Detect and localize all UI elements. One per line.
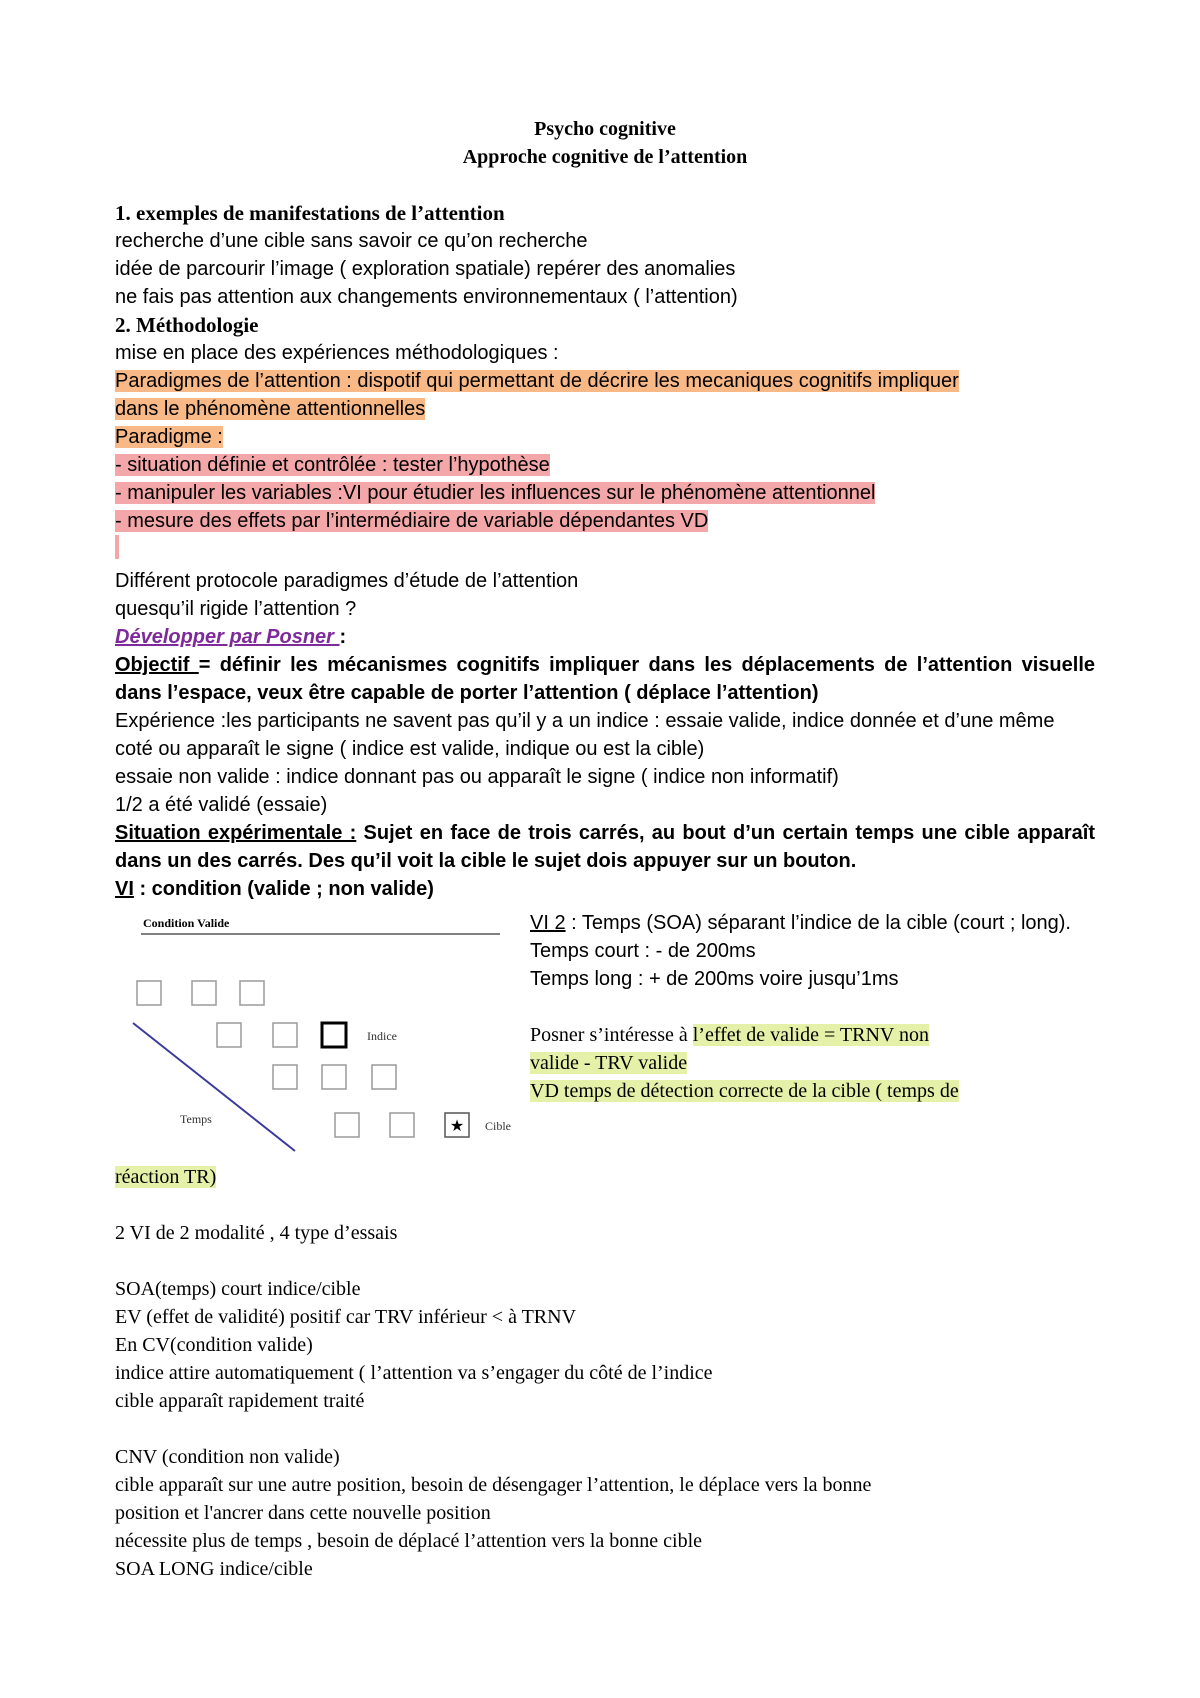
- posner-interest-highlight-2: valide - TRV valide: [530, 1052, 688, 1074]
- temps-court-line: Temps court : - de 200ms: [530, 940, 756, 962]
- posner-colon: :: [339, 626, 347, 648]
- vi-line: [115, 875, 1095, 903]
- time-arrow-line: [133, 1023, 295, 1151]
- paradigme-bullet-3: - mesure des effets par l’intermédiaire de variable dépendantes VD: [115, 510, 709, 532]
- cible-label: Cible: [485, 1119, 511, 1133]
- vd-line-2: réaction TR): [115, 1166, 217, 1188]
- posner-interest-pre: Posner s’intéresse à: [530, 1024, 693, 1046]
- posner-interest-highlight-1: l’effet de valide = TRNV non: [692, 1024, 929, 1046]
- non-valide-line: essaie non valide : indice donnant pas ou apparaît le signe ( indice non informatif): [115, 766, 839, 788]
- paradigmes-definition-line-1: Paradigmes de l’attention : dispotif qui permettant de décrire les mecaniques cognitifs impliquer: [115, 370, 959, 392]
- cible-traite-line: cible apparaît rapidement traité: [115, 1390, 365, 1412]
- vi-text: : condition (valide ; non valide): [133, 878, 434, 900]
- square: [192, 981, 216, 1005]
- cnv-explanation-line-2: position et l'ancrer dans cette nouvelle position: [115, 1502, 491, 1524]
- document-page: [115, 115, 1095, 1583]
- highlight-empty-line: [115, 535, 119, 559]
- square: [240, 981, 264, 1005]
- document-title: Psycho cognitive: [534, 118, 676, 140]
- cue-square: [322, 1023, 346, 1047]
- section-1-line-1: recherche d’une cible sans savoir ce qu’on recherche: [115, 230, 588, 252]
- modalites-line: 2 VI de 2 modalité , 4 type d’essais: [115, 1222, 398, 1244]
- section-1-heading: 1. exemples de manifestations de l’attention: [115, 201, 505, 225]
- square: [372, 1065, 396, 1089]
- objectif-label: Objectif: [115, 654, 199, 676]
- vi2-text: : Temps (SOA) séparant l’indice de la cible (court ; long).: [565, 912, 1071, 934]
- cnv-line: CNV (condition non valide): [115, 1446, 340, 1468]
- indice-attire-line: indice attire automatiquement ( l’attention va s’engager du côté de l’indice: [115, 1362, 713, 1384]
- section-1-line-2: idée de parcourir l’image ( exploration spatiale) repérer des anomalies: [115, 258, 736, 280]
- objectif-paragraph: [115, 651, 1095, 707]
- vd-line-1: VD temps de détection correcte de la cible ( temps de: [530, 1080, 959, 1102]
- star-icon: ★: [449, 1118, 465, 1135]
- section-2-heading: 2. Méthodologie: [115, 313, 259, 337]
- paradigmes-definition-line-2: dans le phénomène attentionnelles: [115, 398, 426, 420]
- square: [217, 1023, 241, 1047]
- vi2-label: VI 2: [530, 912, 566, 934]
- cnv-explanation-line-1: cible apparaît sur une autre position, besoin de désengager l’attention, le déplace vers la bonne: [115, 1474, 872, 1496]
- square: [273, 1065, 297, 1089]
- soa-court-line: SOA(temps) court indice/cible: [115, 1278, 361, 1300]
- paradigme-bullet-2: - manipuler les variables :VI pour étudier les influences sur le phénomène attentionnel: [115, 482, 876, 504]
- protocole-line: Différent protocole paradigmes d’étude de l’attention: [115, 570, 579, 592]
- temps-label: Temps: [180, 1112, 212, 1126]
- vi-label: VI: [115, 878, 134, 900]
- paradigme-bullet-1: - situation définie et contrôlée : tester l’hypothèse: [115, 454, 550, 476]
- experience-paragraph: Expérience :les participants ne savent pas qu’il y a un indice : essaie valide, indice donnée et d’une même coté ou apparaît le signe ( indice est valide, indique ou est la cible): [115, 710, 1055, 760]
- posner-link-text: Développer par Posner: [115, 626, 340, 648]
- section-1-line-3: ne fais pas attention aux changements environnementaux ( l’attention): [115, 286, 738, 308]
- vi2-paragraph: [530, 909, 1095, 937]
- temps-long-line: Temps long : + de 200ms voire jusqu’1ms: [530, 968, 899, 990]
- situation-label: Situation expérimentale :: [115, 822, 357, 844]
- document-subtitle: Approche cognitive de l’attention: [462, 146, 748, 168]
- situation-paragraph: [115, 819, 1095, 875]
- situation-text: Sujet en face de trois carrés, au bout d’un certain temps une cible apparaît dans un des carrés. Des qu’il voit la cible le sujet dois appuyer sur un bouton.: [115, 822, 1095, 872]
- objectif-text: = définir les mécanismes cognitifs impliquer dans les déplacements de l’attention visuelle dans l’espace, veux être capable de porter l’attention ( déplace l’attention): [115, 654, 1096, 704]
- square: [335, 1113, 359, 1137]
- square: [137, 981, 161, 1005]
- cv-line: En CV(condition valide): [115, 1334, 313, 1356]
- methodologie-intro: mise en place des expériences méthodologiques :: [115, 342, 559, 364]
- indice-label: Indice: [367, 1029, 397, 1043]
- figure-title: Condition Valide: [143, 916, 230, 930]
- vi2-block: [530, 909, 1095, 1105]
- figure-row: [115, 903, 1095, 1163]
- paradigme-label: Paradigme :: [115, 426, 223, 448]
- question-line: quesqu’il rigide l’attention ?: [115, 598, 357, 620]
- square: [273, 1023, 297, 1047]
- soa-long-line: SOA LONG indice/cible: [115, 1558, 313, 1580]
- half-line: 1/2 a été validé (essaie): [115, 794, 328, 816]
- posner-paradigm-figure: [115, 903, 515, 1163]
- ev-line: EV (effet de validité) positif car TRV inférieur < à TRNV: [115, 1306, 577, 1328]
- square: [390, 1113, 414, 1137]
- necessite-line: nécessite plus de temps , besoin de déplacé l’attention vers la bonne cible: [115, 1530, 703, 1552]
- square: [322, 1065, 346, 1089]
